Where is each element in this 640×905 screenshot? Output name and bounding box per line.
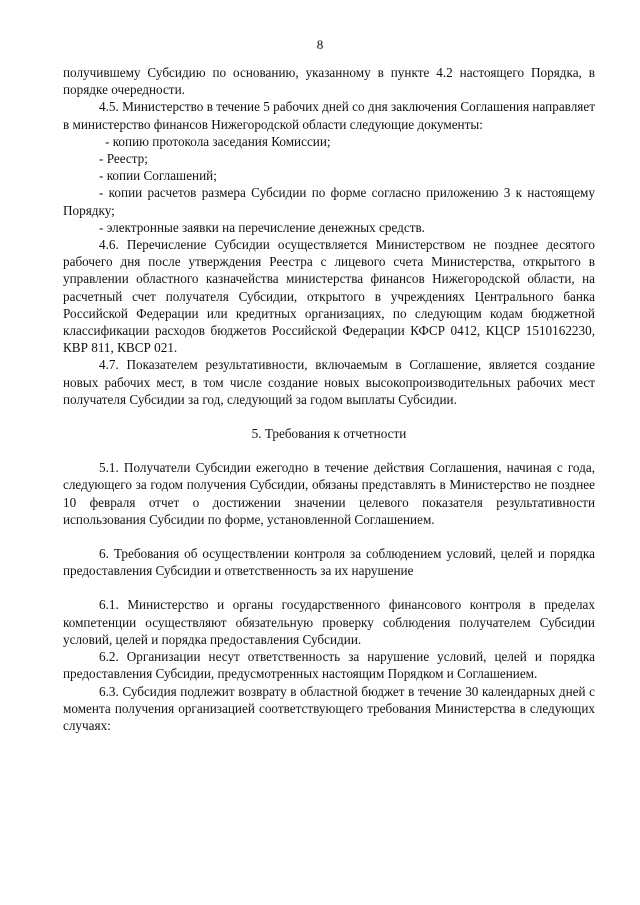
paragraph-4-7: 4.7. Показателем результативности, включаемым в Соглашение, является создание новых рабочих мест, в том числе создание новых высокопроизводительных рабочих мест получателя Субсидии за год, следующий за годом выплаты Субсидии. [63,357,595,407]
document-body [63,64,595,734]
section-heading-6: 6. Требования об осуществлении контроля за соблюдением условий, целей и порядка предоставления Субсидии и ответственность за их нарушение [63,546,595,579]
paragraph-4-6: 4.6. Перечисление Субсидии осуществляется Министерством не позднее десятого рабочего дня после утверждения Реестра с лицевого счета Министерства, открытого в управлении областного казначейства министерства финансов Нижегородской области, на расчетный счет получателя Субсидии, открытого в учреждениях Центрального банка Российской Федерации или кредитных организациях, по следующим кодам бюджетной классификации расходов бюджетов Российской Федерации КФСР 0412, КЦСР 1510162230, КВР 811, КВСР 021. [63,237,595,356]
paragraph-4-5: 4.5. Министерство в течение 5 рабочих дней со дня заключения Соглашения направляет в министерство финансов Нижегородской области следующие документы: [63,99,595,132]
list-item: - электронные заявки на перечисление денежных средств. [99,219,425,235]
paragraph-6-3: 6.3. Субсидия подлежит возврату в областной бюджет в течение 30 календарных дней с момента получения организацией соответствующего требования Министерства в следующих случаях: [63,683,595,733]
list-item: - копии Соглашений; [99,168,217,184]
section-heading-5: 5. Требования к отчетности [251,426,407,442]
paragraph-5-1: 5.1. Получатели Субсидии ежегодно в течение действия Соглашения, начиная с года, следующего за годом получения Субсидии, обязаны представлять в Министерство не позднее 10 февраля отчет о достижении значении целевого показателя результативности использования Субсидии по форме, установленной Соглашением. [63,460,595,527]
list-item: - копию протокола заседания Комиссии; [105,133,331,149]
list-item: - Реестр; [99,151,148,167]
paragraph-continuation: получившему Субсидию по основанию, указанному в пункте 4.2 настоящего Порядка, в порядке очередности. [63,65,595,98]
paragraph-6-2: 6.2. Организации несут ответственность за нарушение условий, целей и порядка предоставления Субсидии, предусмотренных настоящим Порядком и Соглашением. [63,649,595,682]
page-number: 8 [316,37,324,52]
list-item: - копии расчетов размера Субсидии по форме согласно приложению 3 к настоящему Порядку; [63,185,595,218]
paragraph-6-1: 6.1. Министерство и органы государственного финансового контроля в пределах компетенции осуществляют обязательную проверку соблюдения получателем Субсидии условий, целей и порядка предоставления Субсидии. [63,597,595,647]
